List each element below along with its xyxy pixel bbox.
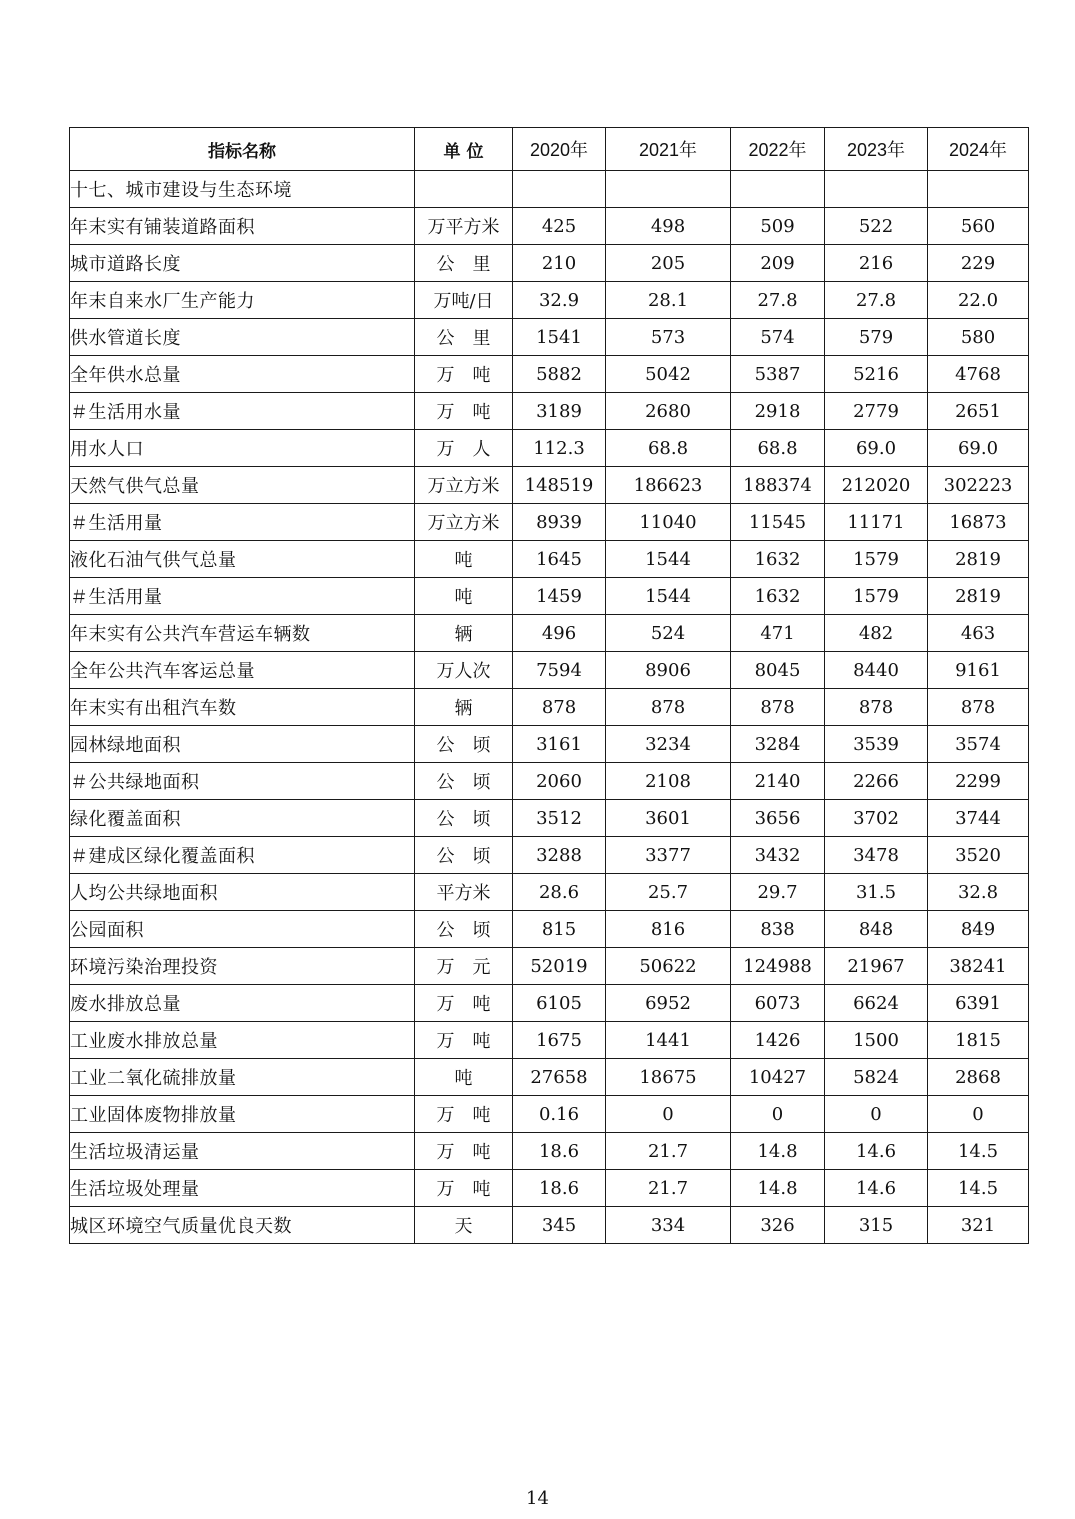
row-value-2020: 8939	[513, 504, 606, 541]
row-value-2023: 27.8	[825, 282, 928, 319]
table-row	[70, 948, 1029, 985]
row-unit: 天	[415, 1207, 513, 1244]
row-value-2020: 52019	[513, 948, 606, 985]
row-name: 液化石油气供气总量	[70, 541, 415, 578]
row-value-2021: 5042	[606, 356, 731, 393]
row-unit: 万 吨	[415, 1096, 513, 1133]
row-name: 年末实有出租汽车数	[70, 689, 415, 726]
row-value-2024: 16873	[928, 504, 1029, 541]
table-row	[70, 1170, 1029, 1207]
row-name: 人均公共绿地面积	[70, 874, 415, 911]
row-value-2023: 522	[825, 208, 928, 245]
row-value-2020: 28.6	[513, 874, 606, 911]
row-unit: 万 元	[415, 948, 513, 985]
row-unit: 公 里	[415, 319, 513, 356]
row-value-2021: 3234	[606, 726, 731, 763]
table-row	[70, 1096, 1029, 1133]
row-value-2020: 7594	[513, 652, 606, 689]
row-value-2022: 188374	[731, 467, 825, 504]
row-value-2020: 496	[513, 615, 606, 652]
row-name: 年末自来水厂生产能力	[70, 282, 415, 319]
row-value-2022: 3284	[731, 726, 825, 763]
row-value-2023: 315	[825, 1207, 928, 1244]
row-value-2021: 816	[606, 911, 731, 948]
row-unit: 吨	[415, 541, 513, 578]
section-title: 十七、城市建设与生态环境	[70, 171, 415, 208]
row-value-2021: 0	[606, 1096, 731, 1133]
row-value-2021: 21.7	[606, 1170, 731, 1207]
row-value-2024: 2819	[928, 578, 1029, 615]
row-value-2021: 1441	[606, 1022, 731, 1059]
row-unit: 万 吨	[415, 393, 513, 430]
header-year-2024: 2024年	[928, 128, 1029, 171]
row-value-2024: 2651	[928, 393, 1029, 430]
row-value-2021: 8906	[606, 652, 731, 689]
table-row	[70, 541, 1029, 578]
row-value-2020: 18.6	[513, 1133, 606, 1170]
table-body	[70, 171, 1029, 1244]
row-value-2020: 3512	[513, 800, 606, 837]
row-value-2024: 2299	[928, 763, 1029, 800]
row-value-2022: 574	[731, 319, 825, 356]
row-value-2020: 6105	[513, 985, 606, 1022]
table-row	[70, 430, 1029, 467]
row-name: 工业废水排放总量	[70, 1022, 415, 1059]
table-header	[70, 128, 1029, 171]
row-value-2021: 50622	[606, 948, 731, 985]
row-value-2024: 2819	[928, 541, 1029, 578]
table-row	[70, 689, 1029, 726]
row-unit: 万 吨	[415, 356, 513, 393]
header-unit: 单 位	[415, 128, 513, 171]
row-name: 环境污染治理投资	[70, 948, 415, 985]
row-name: 城市道路长度	[70, 245, 415, 282]
table-row	[70, 763, 1029, 800]
row-unit: 万平方米	[415, 208, 513, 245]
row-value-2023: 14.6	[825, 1170, 928, 1207]
row-name: 全年供水总量	[70, 356, 415, 393]
row-value-2022: 3656	[731, 800, 825, 837]
row-value-2023: 579	[825, 319, 928, 356]
row-name: 绿化覆盖面积	[70, 800, 415, 837]
row-value-2024: 14.5	[928, 1170, 1029, 1207]
row-value-2023: 14.6	[825, 1133, 928, 1170]
row-unit: 万立方米	[415, 504, 513, 541]
row-unit: 平方米	[415, 874, 513, 911]
row-value-2024: 9161	[928, 652, 1029, 689]
table-row	[70, 1207, 1029, 1244]
row-value-2021: 878	[606, 689, 731, 726]
row-unit: 万 吨	[415, 985, 513, 1022]
row-name: 全年公共汽车客运总量	[70, 652, 415, 689]
row-value-2020: 815	[513, 911, 606, 948]
row-value-2020: 18.6	[513, 1170, 606, 1207]
row-name: 用水人口	[70, 430, 415, 467]
row-value-2022: 1632	[731, 541, 825, 578]
section-empty-cell	[928, 171, 1029, 208]
row-name: 生活垃圾清运量	[70, 1133, 415, 1170]
row-name: 公园面积	[70, 911, 415, 948]
row-value-2020: 345	[513, 1207, 606, 1244]
row-value-2024: 38241	[928, 948, 1029, 985]
row-value-2022: 124988	[731, 948, 825, 985]
row-value-2024: 69.0	[928, 430, 1029, 467]
statistics-table	[69, 127, 1029, 1244]
row-value-2023: 5216	[825, 356, 928, 393]
row-value-2023: 482	[825, 615, 928, 652]
row-name: 天然气供气总量	[70, 467, 415, 504]
row-value-2022: 509	[731, 208, 825, 245]
row-value-2020: 112.3	[513, 430, 606, 467]
row-value-2022: 27.8	[731, 282, 825, 319]
row-value-2020: 32.9	[513, 282, 606, 319]
row-value-2023: 0	[825, 1096, 928, 1133]
row-value-2021: 3377	[606, 837, 731, 874]
row-value-2021: 1544	[606, 578, 731, 615]
row-value-2024: 878	[928, 689, 1029, 726]
table-row	[70, 800, 1029, 837]
row-value-2024: 2868	[928, 1059, 1029, 1096]
row-value-2023: 3702	[825, 800, 928, 837]
row-value-2023: 3539	[825, 726, 928, 763]
row-value-2023: 2266	[825, 763, 928, 800]
section-row	[70, 171, 1029, 208]
row-name: 城区环境空气质量优良天数	[70, 1207, 415, 1244]
row-value-2023: 2779	[825, 393, 928, 430]
row-value-2022: 326	[731, 1207, 825, 1244]
row-value-2023: 1579	[825, 541, 928, 578]
row-unit: 公 顷	[415, 911, 513, 948]
row-value-2021: 18675	[606, 1059, 731, 1096]
row-unit: 吨	[415, 1059, 513, 1096]
table-row	[70, 393, 1029, 430]
row-value-2020: 2060	[513, 763, 606, 800]
row-value-2022: 11545	[731, 504, 825, 541]
row-unit: 辆	[415, 689, 513, 726]
page-number: 14	[526, 1488, 549, 1509]
row-unit: 公 里	[415, 245, 513, 282]
table-row	[70, 356, 1029, 393]
table-row	[70, 985, 1029, 1022]
row-value-2022: 471	[731, 615, 825, 652]
row-value-2022: 0	[731, 1096, 825, 1133]
row-value-2020: 1541	[513, 319, 606, 356]
row-unit: 万 吨	[415, 1022, 513, 1059]
row-value-2023: 3478	[825, 837, 928, 874]
table-row	[70, 282, 1029, 319]
row-unit: 公 顷	[415, 763, 513, 800]
section-empty-cell	[731, 171, 825, 208]
row-value-2023: 6624	[825, 985, 928, 1022]
row-unit: 公 顷	[415, 837, 513, 874]
row-value-2021: 498	[606, 208, 731, 245]
table-row	[70, 319, 1029, 356]
table-row	[70, 874, 1029, 911]
table-row	[70, 1133, 1029, 1170]
row-value-2024: 3574	[928, 726, 1029, 763]
table-row	[70, 578, 1029, 615]
row-unit: 万人次	[415, 652, 513, 689]
header-row	[70, 128, 1029, 171]
row-value-2024: 560	[928, 208, 1029, 245]
row-value-2021: 186623	[606, 467, 731, 504]
section-empty-cell	[825, 171, 928, 208]
row-value-2020: 27658	[513, 1059, 606, 1096]
row-unit: 万吨/日	[415, 282, 513, 319]
row-value-2024: 580	[928, 319, 1029, 356]
row-value-2023: 21967	[825, 948, 928, 985]
row-value-2022: 2140	[731, 763, 825, 800]
section-empty-cell	[415, 171, 513, 208]
row-value-2020: 878	[513, 689, 606, 726]
row-unit: 万立方米	[415, 467, 513, 504]
row-value-2023: 69.0	[825, 430, 928, 467]
row-value-2021: 2680	[606, 393, 731, 430]
row-value-2020: 148519	[513, 467, 606, 504]
row-value-2021: 205	[606, 245, 731, 282]
row-name: ＃公共绿地面积	[70, 763, 415, 800]
table-row	[70, 208, 1029, 245]
row-value-2022: 10427	[731, 1059, 825, 1096]
row-value-2020: 1675	[513, 1022, 606, 1059]
row-value-2020: 210	[513, 245, 606, 282]
row-value-2020: 3189	[513, 393, 606, 430]
row-value-2024: 849	[928, 911, 1029, 948]
header-year-2020: 2020年	[513, 128, 606, 171]
row-value-2024: 3744	[928, 800, 1029, 837]
row-name: ＃建成区绿化覆盖面积	[70, 837, 415, 874]
row-unit: 公 顷	[415, 800, 513, 837]
row-value-2022: 878	[731, 689, 825, 726]
table-row	[70, 245, 1029, 282]
row-value-2022: 6073	[731, 985, 825, 1022]
row-unit: 辆	[415, 615, 513, 652]
header-year-2023: 2023年	[825, 128, 928, 171]
row-value-2022: 209	[731, 245, 825, 282]
row-value-2024: 1815	[928, 1022, 1029, 1059]
row-value-2023: 5824	[825, 1059, 928, 1096]
table-row	[70, 652, 1029, 689]
row-name: ＃生活用量	[70, 578, 415, 615]
header-year-2022: 2022年	[731, 128, 825, 171]
row-value-2023: 1579	[825, 578, 928, 615]
row-name: ＃生活用水量	[70, 393, 415, 430]
row-value-2024: 22.0	[928, 282, 1029, 319]
row-value-2022: 838	[731, 911, 825, 948]
row-value-2023: 11171	[825, 504, 928, 541]
row-value-2023: 212020	[825, 467, 928, 504]
row-value-2021: 573	[606, 319, 731, 356]
row-value-2024: 463	[928, 615, 1029, 652]
row-value-2024: 6391	[928, 985, 1029, 1022]
row-unit: 吨	[415, 578, 513, 615]
row-value-2024: 32.8	[928, 874, 1029, 911]
row-value-2020: 0.16	[513, 1096, 606, 1133]
row-value-2021: 1544	[606, 541, 731, 578]
row-value-2020: 3161	[513, 726, 606, 763]
row-value-2022: 2918	[731, 393, 825, 430]
row-value-2021: 6952	[606, 985, 731, 1022]
row-value-2022: 14.8	[731, 1133, 825, 1170]
row-value-2020: 425	[513, 208, 606, 245]
row-value-2021: 21.7	[606, 1133, 731, 1170]
row-value-2022: 29.7	[731, 874, 825, 911]
table-row	[70, 615, 1029, 652]
row-name: 废水排放总量	[70, 985, 415, 1022]
row-value-2023: 31.5	[825, 874, 928, 911]
row-name: 年末实有公共汽车营运车辆数	[70, 615, 415, 652]
header-name: 指标名称	[70, 128, 415, 171]
table-row	[70, 504, 1029, 541]
row-value-2024: 3520	[928, 837, 1029, 874]
row-value-2021: 28.1	[606, 282, 731, 319]
table-row	[70, 726, 1029, 763]
row-value-2020: 1459	[513, 578, 606, 615]
row-value-2022: 14.8	[731, 1170, 825, 1207]
table-row	[70, 911, 1029, 948]
row-name: 年末实有铺装道路面积	[70, 208, 415, 245]
row-value-2021: 68.8	[606, 430, 731, 467]
header-year-2021: 2021年	[606, 128, 731, 171]
row-value-2021: 334	[606, 1207, 731, 1244]
row-value-2021: 524	[606, 615, 731, 652]
row-value-2022: 68.8	[731, 430, 825, 467]
row-value-2022: 1426	[731, 1022, 825, 1059]
row-value-2023: 8440	[825, 652, 928, 689]
row-unit: 公 顷	[415, 726, 513, 763]
row-value-2023: 1500	[825, 1022, 928, 1059]
row-value-2021: 2108	[606, 763, 731, 800]
row-unit: 万 吨	[415, 1133, 513, 1170]
row-value-2024: 229	[928, 245, 1029, 282]
table-row	[70, 1022, 1029, 1059]
table-row	[70, 1059, 1029, 1096]
row-value-2022: 3432	[731, 837, 825, 874]
row-value-2023: 878	[825, 689, 928, 726]
row-name: 供水管道长度	[70, 319, 415, 356]
table-row	[70, 467, 1029, 504]
row-value-2021: 25.7	[606, 874, 731, 911]
row-value-2024: 321	[928, 1207, 1029, 1244]
row-value-2024: 14.5	[928, 1133, 1029, 1170]
row-name: 生活垃圾处理量	[70, 1170, 415, 1207]
row-value-2020: 5882	[513, 356, 606, 393]
row-value-2023: 216	[825, 245, 928, 282]
row-value-2021: 11040	[606, 504, 731, 541]
row-value-2022: 5387	[731, 356, 825, 393]
row-unit: 万 人	[415, 430, 513, 467]
row-name: 园林绿地面积	[70, 726, 415, 763]
row-name: ＃生活用量	[70, 504, 415, 541]
table-row	[70, 837, 1029, 874]
row-value-2024: 302223	[928, 467, 1029, 504]
row-value-2022: 8045	[731, 652, 825, 689]
row-value-2020: 3288	[513, 837, 606, 874]
row-value-2020: 1645	[513, 541, 606, 578]
row-value-2022: 1632	[731, 578, 825, 615]
row-name: 工业固体废物排放量	[70, 1096, 415, 1133]
section-empty-cell	[606, 171, 731, 208]
row-value-2021: 3601	[606, 800, 731, 837]
row-value-2023: 848	[825, 911, 928, 948]
row-unit: 万 吨	[415, 1170, 513, 1207]
row-value-2024: 4768	[928, 356, 1029, 393]
row-name: 工业二氧化硫排放量	[70, 1059, 415, 1096]
row-value-2024: 0	[928, 1096, 1029, 1133]
section-empty-cell	[513, 171, 606, 208]
